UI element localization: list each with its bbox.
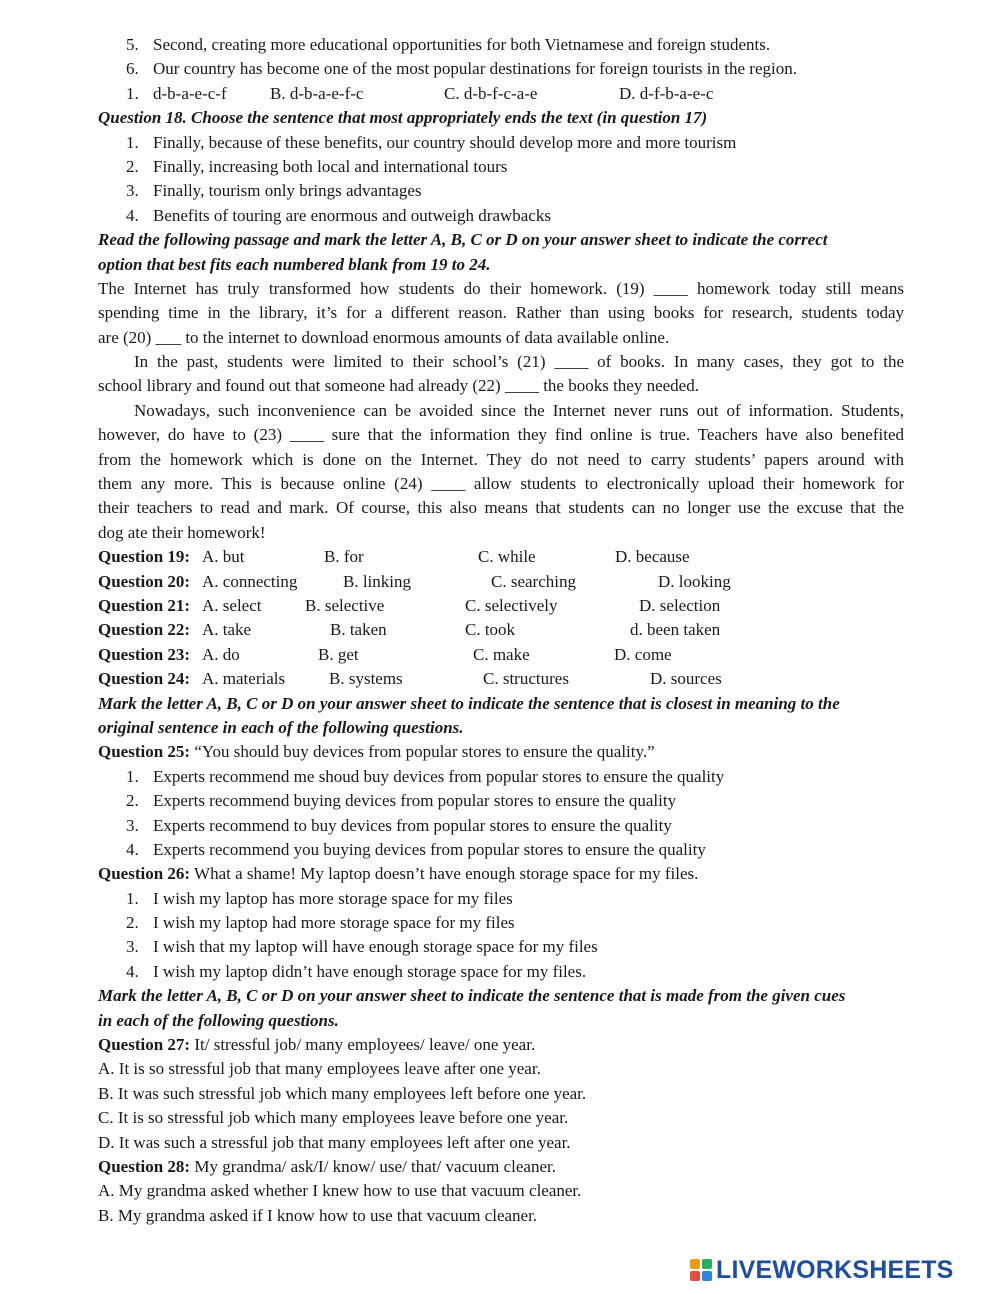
answer-option[interactable]: D. It was such a stressful job that many employees left after one year. bbox=[98, 1132, 571, 1152]
passage-line: Nowadays, such inconvenience can be avoided since the Internet never runs out of information. Students, bbox=[134, 400, 904, 420]
list-item[interactable]: 2. I wish my laptop had more storage space for my files bbox=[126, 913, 515, 933]
list-item[interactable]: 1. I wish my laptop has more storage space for my files bbox=[126, 888, 513, 908]
liveworksheets-logo-icon bbox=[690, 1259, 712, 1281]
passage-line: however, do have to (23) ____ sure that the information they find online is true. Teachers have also benefited bbox=[98, 425, 904, 445]
question-22: Question 22: A. take B. taken C. took d. been taken bbox=[98, 618, 904, 642]
question-24: Question 24: A. materials B. systems C. structures D. sources bbox=[98, 667, 904, 691]
passage-line: them any more. This is because online (24) ____ allow students to electronically upload their homework for bbox=[98, 474, 904, 494]
option-a[interactable]: A. connecting bbox=[202, 571, 298, 591]
passage-line: In the past, students were limited to their school’s (21) ____ of books. In many cases, they got to the bbox=[134, 352, 904, 372]
q18-heading: Question 18. Choose the sentence that most appropriately ends the text (in question 17) bbox=[98, 108, 708, 128]
answer-option[interactable]: B. My grandma asked if I know how to use that vacuum cleaner. bbox=[98, 1205, 538, 1225]
brand-name: LIVEWORKSHEETS bbox=[716, 1255, 954, 1284]
list-item: 3. Finally, tourism only brings advantages bbox=[126, 181, 422, 201]
answer-option[interactable]: A. My grandma asked whether I knew how to use that vacuum cleaner. bbox=[98, 1181, 582, 1201]
meaning-instruction: Mark the letter A, B, C or D on your answer sheet to indicate the sentence that is closest in meaning to the bbox=[98, 693, 840, 713]
option-a[interactable]: A. materials bbox=[202, 669, 286, 689]
passage-line: spending time in the library, it’s for a different reason. Rather than using books for research, students today bbox=[98, 303, 904, 323]
option-c[interactable]: C. selectively bbox=[465, 595, 558, 615]
passage-line: are (20) ___ to the internet to download enormous amounts of data available online. bbox=[98, 327, 670, 347]
list-item[interactable]: 3. Experts recommend to buy devices from popular stores to ensure the quality bbox=[126, 815, 672, 835]
worksheet-page bbox=[98, 33, 904, 1228]
option-a[interactable]: A. do bbox=[202, 644, 240, 664]
passage-line: The Internet has truly transformed how students do their homework. (19) ____ homework today still means bbox=[98, 278, 904, 298]
q17-options: 1. d-b-a-e-c-f B. d-b-a-e-f-c C. d-b-f-c-a-e D. d-f-b-a-e-c bbox=[126, 83, 714, 103]
list-item[interactable]: 4. Experts recommend you buying devices from popular stores to ensure the quality bbox=[126, 839, 706, 859]
question-20: Question 20: A. connecting B. linking C. searching D. looking bbox=[98, 570, 904, 594]
answer-option[interactable]: B. It was such stressful job which many employees left before one year. bbox=[98, 1083, 587, 1103]
list-item: 4. Benefits of touring are enormous and outweigh drawbacks bbox=[126, 205, 551, 225]
question-26: Question 26: What a shame! My laptop doesn’t have enough storage space for my files. bbox=[98, 864, 699, 884]
option-c[interactable]: C. structures bbox=[483, 669, 569, 689]
list-item[interactable]: 1. Experts recommend me shoud buy devices from popular stores to ensure the quality bbox=[126, 766, 725, 786]
passage-line: from the homework which is done on the Internet. They do not need to carry students’ papers around with bbox=[98, 449, 904, 469]
passage-line: their teachers to read and mark. Of course, this also means that students can no longer use the excuse that the bbox=[98, 498, 904, 518]
option-a[interactable]: A. but bbox=[202, 547, 245, 567]
option-c[interactable]: C. searching bbox=[491, 571, 576, 591]
option-a[interactable]: A. select bbox=[202, 595, 262, 615]
list-item[interactable]: 3. I wish that my laptop will have enough storage space for my files bbox=[126, 937, 598, 957]
option-d[interactable]: D. sources bbox=[650, 669, 722, 689]
list-item: 2. Finally, increasing both local and international tours bbox=[126, 156, 508, 176]
question-27: Question 27: It/ stressful job/ many employees/ leave/ one year. bbox=[98, 1035, 536, 1055]
cues-instruction: Mark the letter A, B, C or D on your answer sheet to indicate the sentence that is made from the given cues bbox=[98, 986, 846, 1006]
passage-line: school library and found out that someone had already (22) ____ the books they needed. bbox=[98, 376, 699, 396]
list-item: 5. Second, creating more educational opportunities for both Vietnamese and foreign students. bbox=[126, 35, 771, 54]
option-d[interactable]: D. looking bbox=[658, 571, 731, 591]
option-d[interactable]: D. because bbox=[615, 547, 690, 567]
option-b[interactable]: B. taken bbox=[330, 620, 387, 640]
option-b[interactable]: B. get bbox=[318, 644, 359, 664]
option-c[interactable]: C. while bbox=[478, 547, 536, 567]
option-a[interactable]: A. take bbox=[202, 620, 252, 640]
list-item[interactable]: 4. I wish my laptop didn’t have enough storage space for my files. bbox=[126, 961, 587, 981]
passage-line: dog ate their homework! bbox=[98, 522, 266, 542]
reading-instruction: Read the following passage and mark the letter A, B, C or D on your answer sheet to indicate the correct bbox=[98, 230, 828, 250]
reading-instruction: option that best fits each numbered blank from 19 to 24. bbox=[98, 254, 491, 274]
option-b[interactable]: B. systems bbox=[329, 669, 403, 689]
option-c[interactable]: C. took bbox=[465, 620, 516, 640]
option-b[interactable]: B. for bbox=[324, 547, 364, 567]
option-d[interactable]: D. come bbox=[614, 644, 672, 664]
meaning-instruction: original sentence in each of the following questions. bbox=[98, 717, 464, 737]
option-c[interactable]: C. make bbox=[473, 644, 530, 664]
answer-option[interactable]: A. It is so stressful job that many employees leave after one year. bbox=[98, 1059, 541, 1079]
liveworksheets-logo bbox=[690, 1256, 954, 1284]
option-b[interactable]: B. selective bbox=[305, 595, 385, 615]
option-b[interactable]: B. linking bbox=[343, 571, 412, 591]
option-d[interactable]: d. been taken bbox=[630, 620, 721, 640]
question-28: Question 28: My grandma/ ask/I/ know/ use/ that/ vacuum cleaner. bbox=[98, 1156, 556, 1176]
list-item: 6. Our country has become one of the most popular destinations for foreign tourists in the region. bbox=[126, 59, 797, 79]
answer-option[interactable]: C. It is so stressful job which many employees leave before one year. bbox=[98, 1108, 569, 1128]
question-23: Question 23: A. do B. get C. make D. come bbox=[98, 643, 904, 667]
question-25: Question 25: “You should buy devices from popular stores to ensure the quality.” bbox=[98, 742, 655, 762]
list-item[interactable]: 2. Experts recommend buying devices from popular stores to ensure the quality bbox=[126, 791, 677, 811]
cues-instruction: in each of the following questions. bbox=[98, 1010, 339, 1030]
question-21: Question 21: A. select B. selective C. selectively D. selection bbox=[98, 594, 904, 618]
question-19: Question 19: A. but B. for C. while D. because bbox=[98, 545, 904, 569]
list-item: 1. Finally, because of these benefits, our country should develop more and more tourism bbox=[126, 132, 737, 152]
option-d[interactable]: D. selection bbox=[639, 595, 721, 615]
